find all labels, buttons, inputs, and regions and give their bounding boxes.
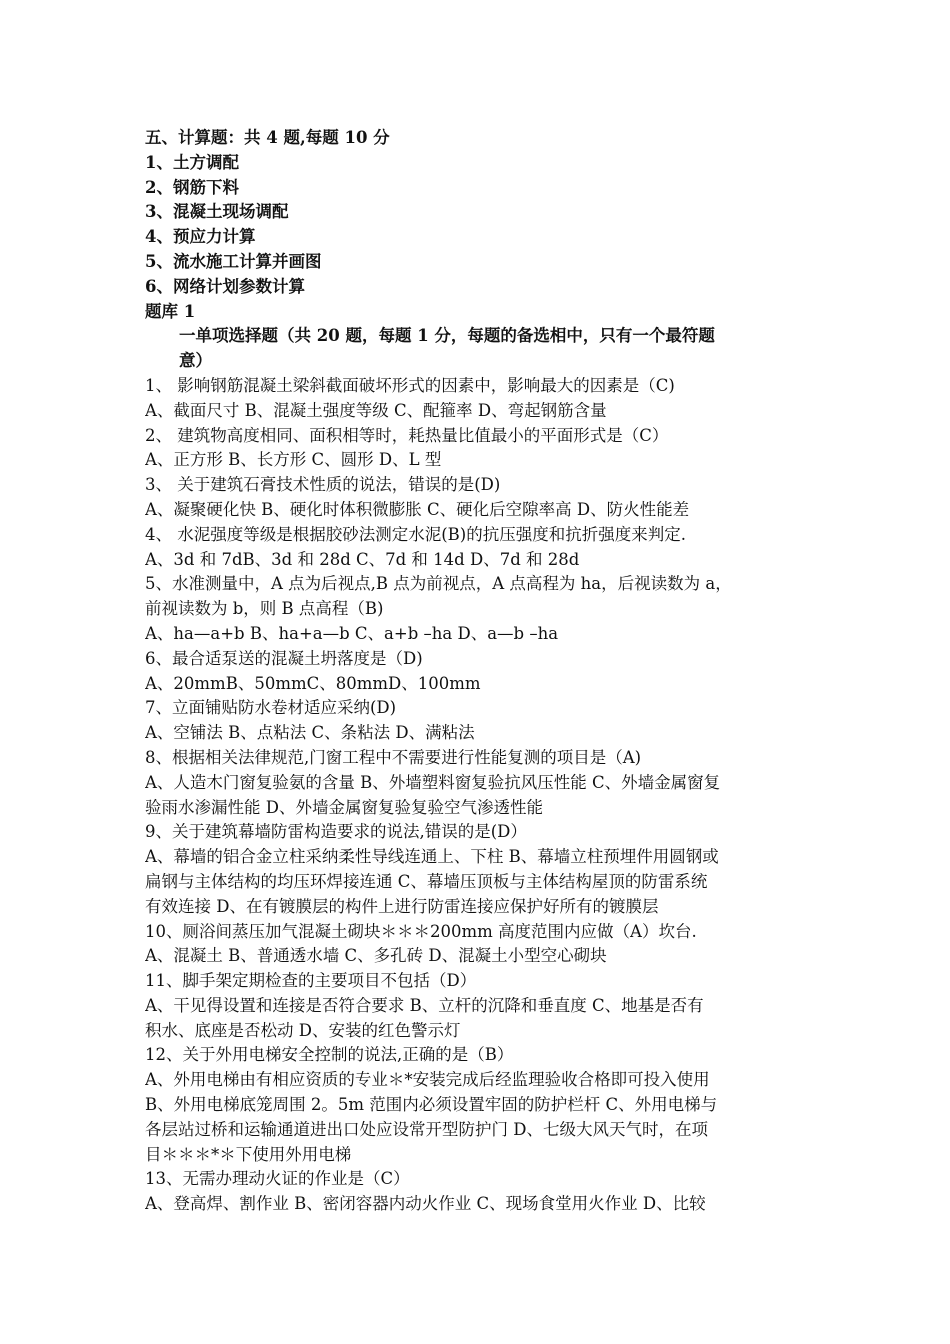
- header-line: 题库 1: [145, 301, 196, 321]
- header-line: 6、网络计划参数计算: [145, 276, 305, 296]
- body-line: 各层站过桥和运输通道进出口处应设常开型防护门 D、七级大风天气时，在项: [145, 1119, 708, 1139]
- body-line: 1、 影响钢筋混凝土梁斜截面破坏形式的因素中，影响最大的因素是（C): [145, 375, 675, 395]
- body-line: A、20mmB、50mmC、80mmD、100mm: [145, 673, 481, 693]
- body-line: 13、无需办理动火证的作业是（C）: [145, 1169, 410, 1189]
- body-line: A、登高焊、割作业 B、密闭容器内动火作业 C、现场食堂用火作业 D、比较: [145, 1194, 706, 1214]
- body-line: B、外用电梯底笼周围 2。5m 范围内必须设置牢固的防护栏杆 C、外用电梯与: [145, 1095, 718, 1115]
- body-line: 目＊＊＊*＊下使用外用电梯: [145, 1144, 352, 1164]
- document-content: [145, 126, 813, 1217]
- body-line: 10、厕浴间蒸压加气混凝土砌块＊＊＊200mm 高度范围内应做（A）坎台.: [145, 921, 697, 941]
- body-line: 2、 建筑物高度相同、面积相等时，耗热量比值最小的平面形式是（C）: [145, 425, 669, 445]
- header-line: 5、流水施工计算并画图: [145, 251, 322, 271]
- section-title-block: [145, 324, 813, 374]
- body-line: A、截面尺寸 B、混凝土强度等级 C、配箍率 D、弯起钢筋含量: [145, 400, 607, 420]
- header-line: 1、土方调配: [145, 152, 239, 172]
- body-line: 6、最合适泵送的混凝土坍落度是（D): [145, 648, 423, 668]
- header-block: [145, 126, 813, 324]
- section-title-line: 一单项选择题（共 20 题，每题 1 分，每题的备选相中，只有一个最符题: [179, 326, 715, 346]
- body-line: A、混凝土 B、普通透水墙 C、多孔砖 D、混凝土小型空心砌块: [145, 946, 607, 966]
- body-line: A、凝聚硬化快 B、硬化时体积微膨胀 C、硬化后空隙率高 D、防火性能差: [145, 499, 690, 519]
- question-body-block: [145, 374, 813, 1217]
- body-line: 扁钢与主体结构的均压环焊接连通 C、幕墙压顶板与主体结构屋顶的防雷系统: [145, 871, 708, 891]
- body-line: 3、 关于建筑石膏技术性质的说法，错误的是(D): [145, 475, 501, 495]
- body-line: A、空铺法 B、点粘法 C、条粘法 D、满粘法: [145, 723, 475, 743]
- body-line: A、干见得设置和连接是否符合要求 B、立杆的沉降和垂直度 C、地基是否有: [145, 995, 704, 1015]
- body-line: A、幕墙的铝合金立柱采纳柔性导线连通上、下柱 B、幕墙立柱预埋件用圆钢或: [145, 847, 719, 867]
- body-line: 积水、底座是否松动 D、安装的红色警示灯: [145, 1020, 461, 1040]
- body-line: 5、水准测量中，A 点为后视点,B 点为前视点，A 点高程为 ha，后视读数为 a，: [145, 574, 732, 594]
- body-line: 4、 水泥强度等级是根据胶砂法测定水泥(B)的抗压强度和抗折强度来判定.: [145, 524, 686, 544]
- body-line: 9、关于建筑幕墙防雷构造要求的说法,错误的是(D）: [145, 822, 527, 842]
- header-line: 2、钢筋下料: [145, 177, 239, 197]
- body-line: 前视读数为 b，则 B 点高程（B): [145, 599, 384, 619]
- body-line: 8、根据相关法律规范,门窗工程中不需要进行性能复测的项目是（A): [145, 747, 642, 767]
- body-line: 验雨水渗漏性能 D、外墙金属窗复验复验空气渗透性能: [145, 797, 543, 817]
- body-line: 11、脚手架定期检查的主要项目不包括（D）: [145, 971, 477, 991]
- body-line: A、正方形 B、长方形 C、圆形 D、L 型: [145, 450, 442, 470]
- body-line: A、外用电梯由有相应资质的专业＊*安装完成后经监理验收合格即可投入使用: [145, 1070, 710, 1090]
- section-title-line: 意）: [179, 351, 212, 371]
- header-line: 3、混凝土现场调配: [145, 202, 289, 222]
- body-line: A、人造木门窗复验氨的含量 B、外墙塑料窗复验抗风压性能 C、外墙金属窗复: [145, 772, 721, 792]
- header-line: 4、预应力计算: [145, 227, 256, 247]
- body-line: 有效连接 D、在有镀膜层的构件上进行防雷连接应保护好所有的镀膜层: [145, 896, 659, 916]
- header-line: 五、计算题：共 4 题,每题 10 分: [145, 128, 390, 147]
- body-line: 7、立面铺贴防水卷材适应采纳(D): [145, 698, 397, 718]
- body-line: A、3d 和 7dB、3d 和 28d C、7d 和 14d D、7d 和 28d: [145, 549, 580, 569]
- body-line: A、ha—a+b B、ha+a—b C、a+b –ha D、a—b –ha: [145, 623, 559, 643]
- body-line: 12、关于外用电梯安全控制的说法,正确的是（B）: [145, 1045, 514, 1065]
